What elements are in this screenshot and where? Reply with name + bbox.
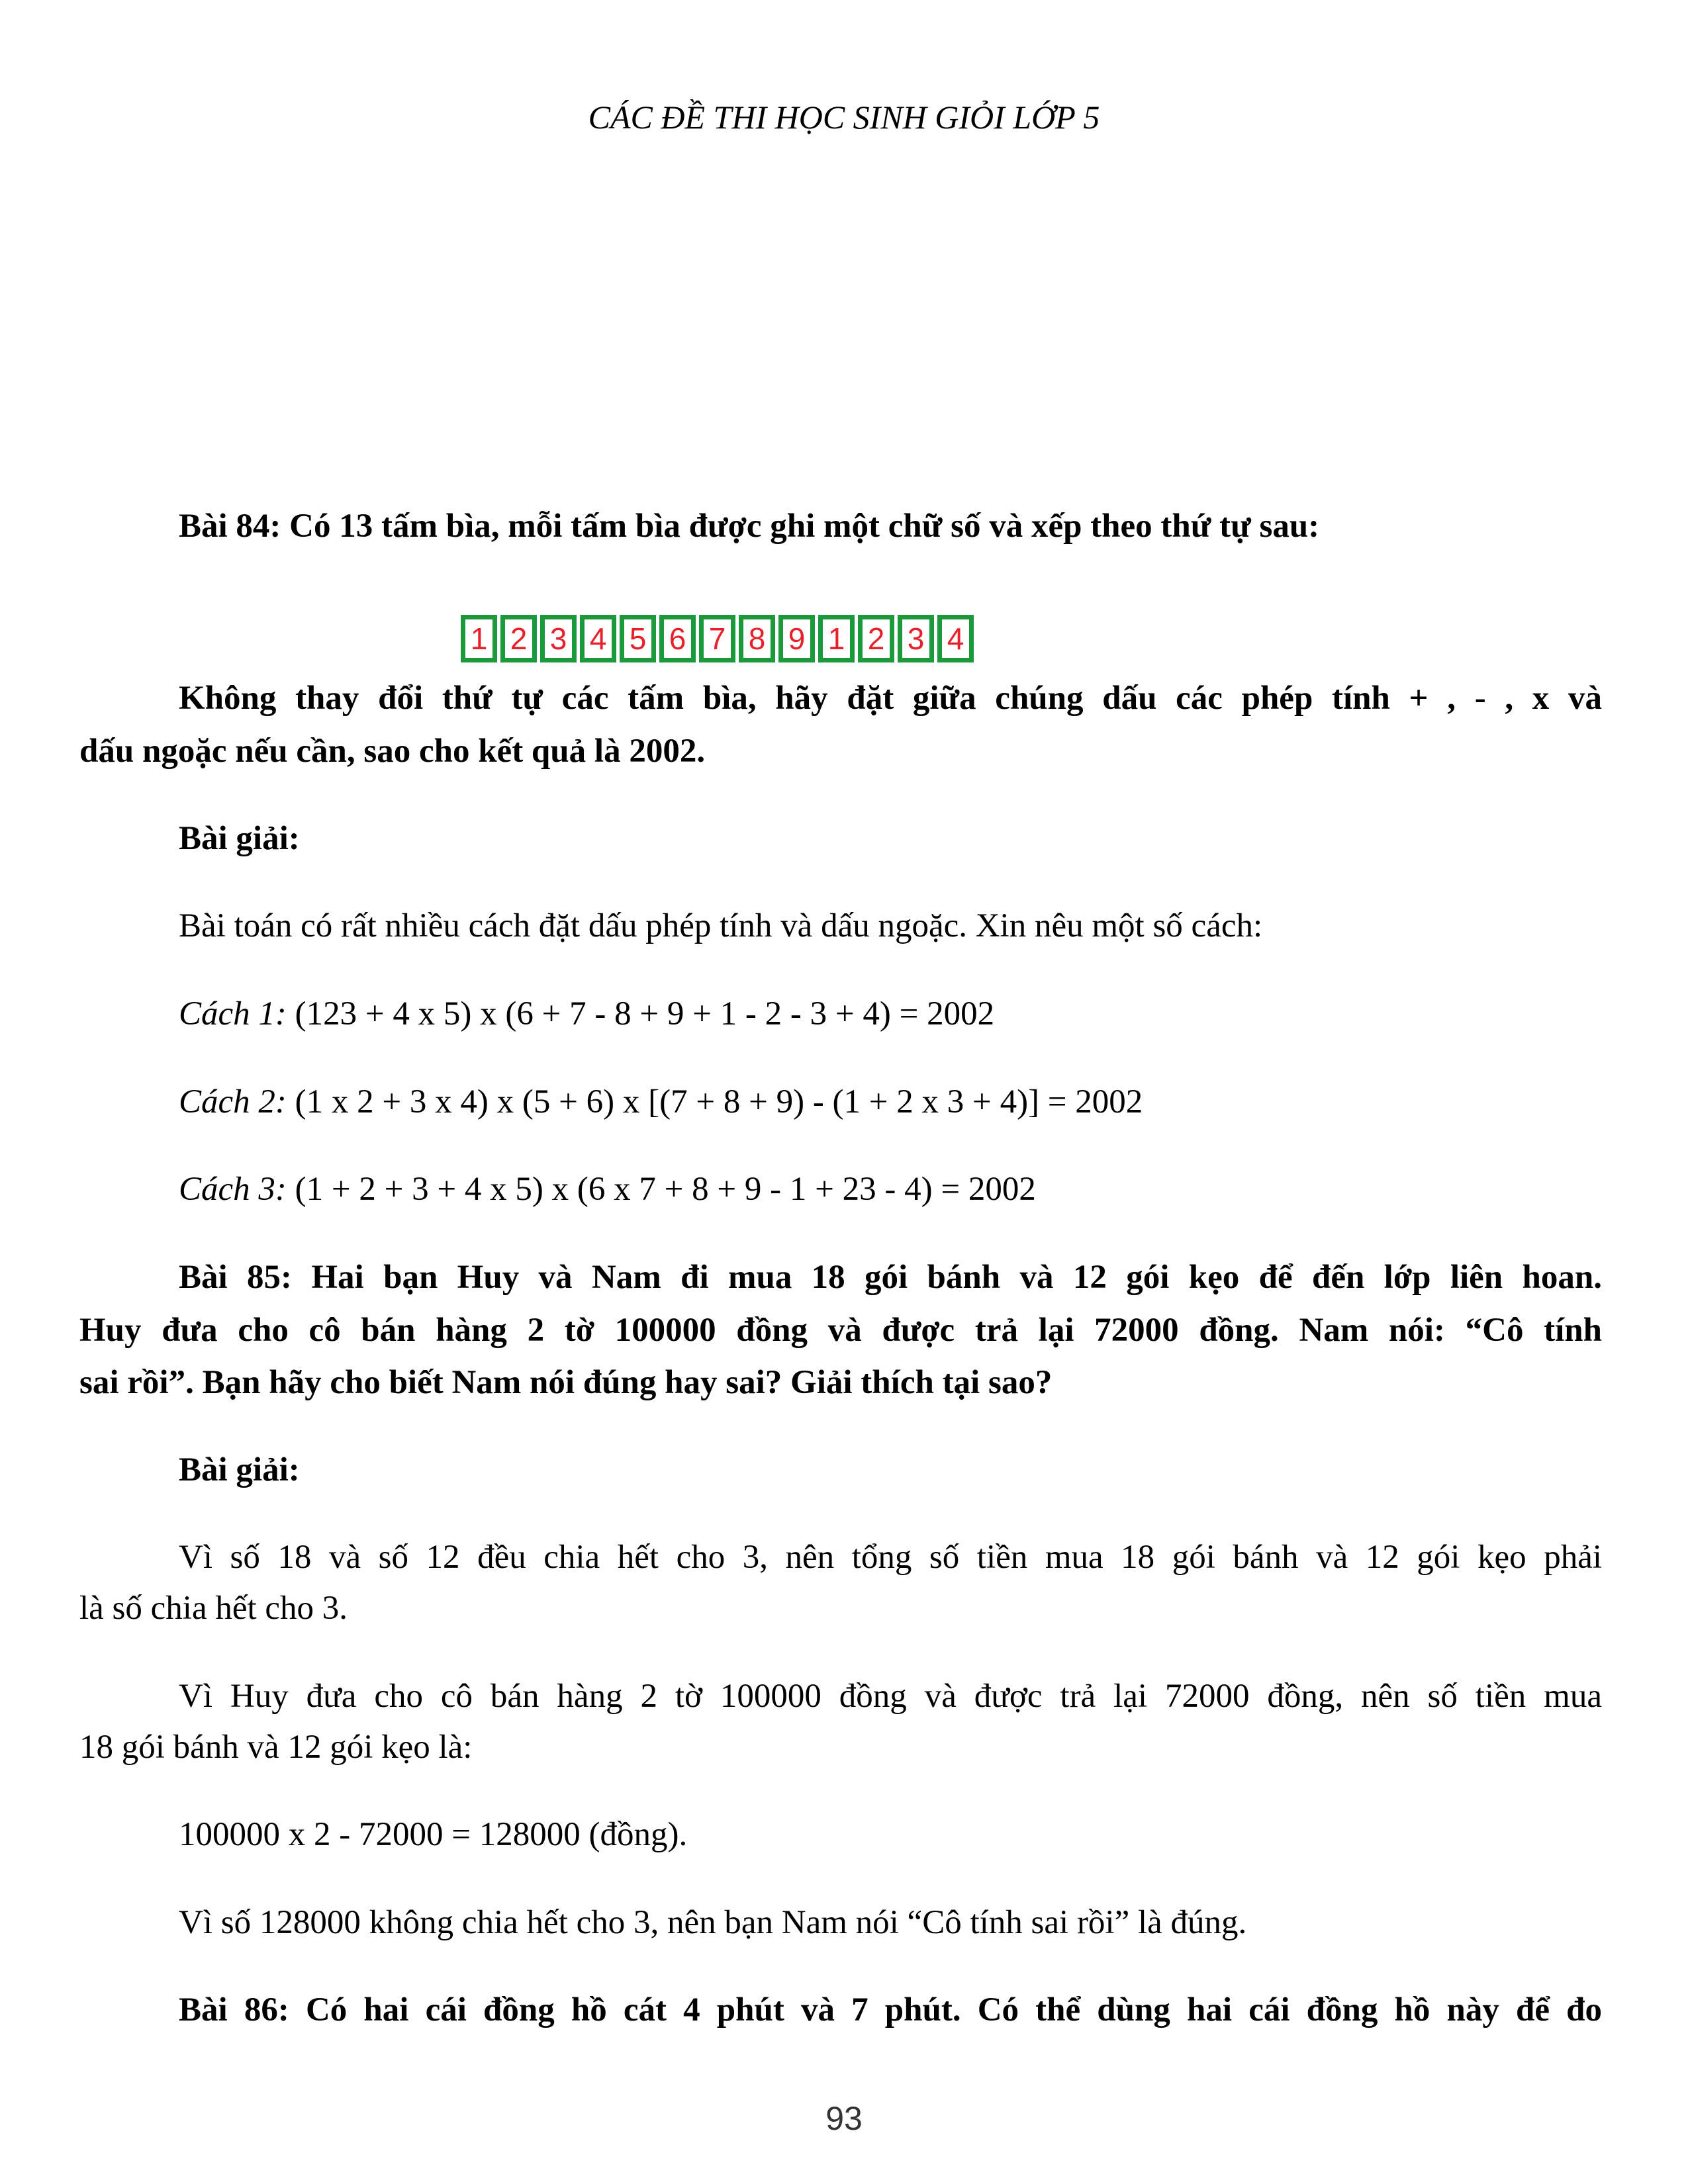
bai85-line1: Bài 85: Hai bạn Huy và Nam đi mua 18 gói bánh và 12 gói kẹo để đến lớp liên hoan. bbox=[179, 1259, 1602, 1296]
card-9-label: 9 bbox=[782, 618, 812, 659]
card-7-label: 7 bbox=[702, 618, 732, 659]
card-13-label: 4 bbox=[941, 618, 970, 659]
card-12 bbox=[898, 615, 934, 662]
bai85-line3: sai rồi”. Bạn hãy cho biết Nam nói đúng hay sai? Giải thích tại sao? bbox=[79, 1364, 1053, 1401]
bai85-para2-line1: Vì Huy đưa cho cô bán hàng 2 tờ 100000 đồng và được trả lại 72000 đồng, nên số tiền mua bbox=[179, 1678, 1602, 1715]
page-number: 93 bbox=[825, 2100, 863, 2137]
card-5 bbox=[620, 615, 656, 662]
bai85-solution-heading: Bài giải: bbox=[179, 1451, 300, 1488]
bai84-question-line2: dấu ngoặc nếu cần, sao cho kết quả là 2002. bbox=[79, 733, 706, 770]
card-7 bbox=[699, 615, 735, 662]
card-8-label: 8 bbox=[742, 618, 772, 659]
bai84-cach1 bbox=[179, 997, 1602, 1031]
bai85-conclusion: Vì số 128000 không chia hết cho 3, nên bạn Nam nói “Cô tính sai rồi” là đúng. bbox=[179, 1904, 1247, 1941]
card-3 bbox=[540, 615, 577, 662]
card-11 bbox=[858, 615, 894, 662]
bai85-line2: Huy đưa cho cô bán hàng 2 tờ 100000 đồng và được trả lại 72000 đồng. Nam nói: “Cô tính bbox=[79, 1312, 1602, 1349]
bai85-para1-line2: là số chia hết cho 3. bbox=[79, 1590, 348, 1627]
card-9 bbox=[778, 615, 815, 662]
number-cards bbox=[461, 615, 974, 662]
card-8 bbox=[739, 615, 775, 662]
bai86-line1: Bài 86: Có hai cái đồng hồ cát 4 phút và 7 phút. Có thể dùng hai cái đồng hồ này để đo bbox=[179, 1991, 1602, 2028]
card-4-label: 4 bbox=[583, 618, 613, 659]
card-1 bbox=[461, 615, 497, 662]
cach3-expression: (1 + 2 + 3 + 4 x 5) x (6 x 7 + 8 + 9 - 1 + 23 - 4) = 2002 bbox=[286, 1171, 1036, 1208]
card-5-label: 5 bbox=[623, 618, 653, 659]
cach2-expression: (1 x 2 + 3 x 4) x (5 + 6) x [(7 + 8 + 9) - (1 + 2 x 3 + 4)] = 2002 bbox=[286, 1083, 1143, 1120]
card-10-label: 1 bbox=[821, 618, 851, 659]
bai85-calculation: 100000 x 2 - 72000 = 128000 (đồng). bbox=[179, 1816, 688, 1853]
bai84-solution-heading: Bài giải: bbox=[179, 820, 300, 857]
card-10 bbox=[818, 615, 855, 662]
bai84-question-line1: Không thay đổi thứ tự các tấm bìa, hãy đặt giữa chúng dấu các phép tính + , - , x và bbox=[179, 680, 1602, 717]
bai85-para2-line2: 18 gói bánh và 12 gói kẹo là: bbox=[79, 1729, 473, 1766]
card-13 bbox=[937, 615, 974, 662]
bai84-cach2 bbox=[179, 1085, 1602, 1119]
cach1-label: Cách 1: bbox=[179, 995, 287, 1032]
card-3-label: 3 bbox=[543, 618, 573, 659]
card-1-label: 1 bbox=[464, 618, 494, 659]
cach1-expression: (123 + 4 x 5) x (6 + 7 - 8 + 9 + 1 - 2 - 3 + 4) = 2002 bbox=[286, 995, 995, 1032]
cach2-label: Cách 2: bbox=[179, 1083, 287, 1120]
card-2 bbox=[500, 615, 537, 662]
bai84-cach3 bbox=[179, 1173, 1602, 1206]
card-6 bbox=[659, 615, 696, 662]
card-2-label: 2 bbox=[504, 618, 534, 659]
bai84-title: Bài 84: Có 13 tấm bìa, mỗi tấm bìa được ghi một chữ số và xếp theo thứ tự sau: bbox=[179, 508, 1320, 545]
bai84-intro: Bài toán có rất nhiều cách đặt dấu phép tính và dấu ngoặc. Xin nêu một số cách: bbox=[179, 907, 1263, 944]
card-6-label: 6 bbox=[663, 618, 692, 659]
cach3-label: Cách 3: bbox=[179, 1171, 287, 1208]
card-11-label: 2 bbox=[861, 618, 891, 659]
card-4 bbox=[580, 615, 616, 662]
running-header: CÁC ĐỀ THI HỌC SINH GIỎI LỚP 5 bbox=[588, 99, 1100, 136]
bai85-para1-line1: Vì số 18 và số 12 đều chia hết cho 3, nên tổng số tiền mua 18 gói bánh và 12 gói kẹo phải bbox=[179, 1539, 1602, 1576]
card-12-label: 3 bbox=[901, 618, 931, 659]
